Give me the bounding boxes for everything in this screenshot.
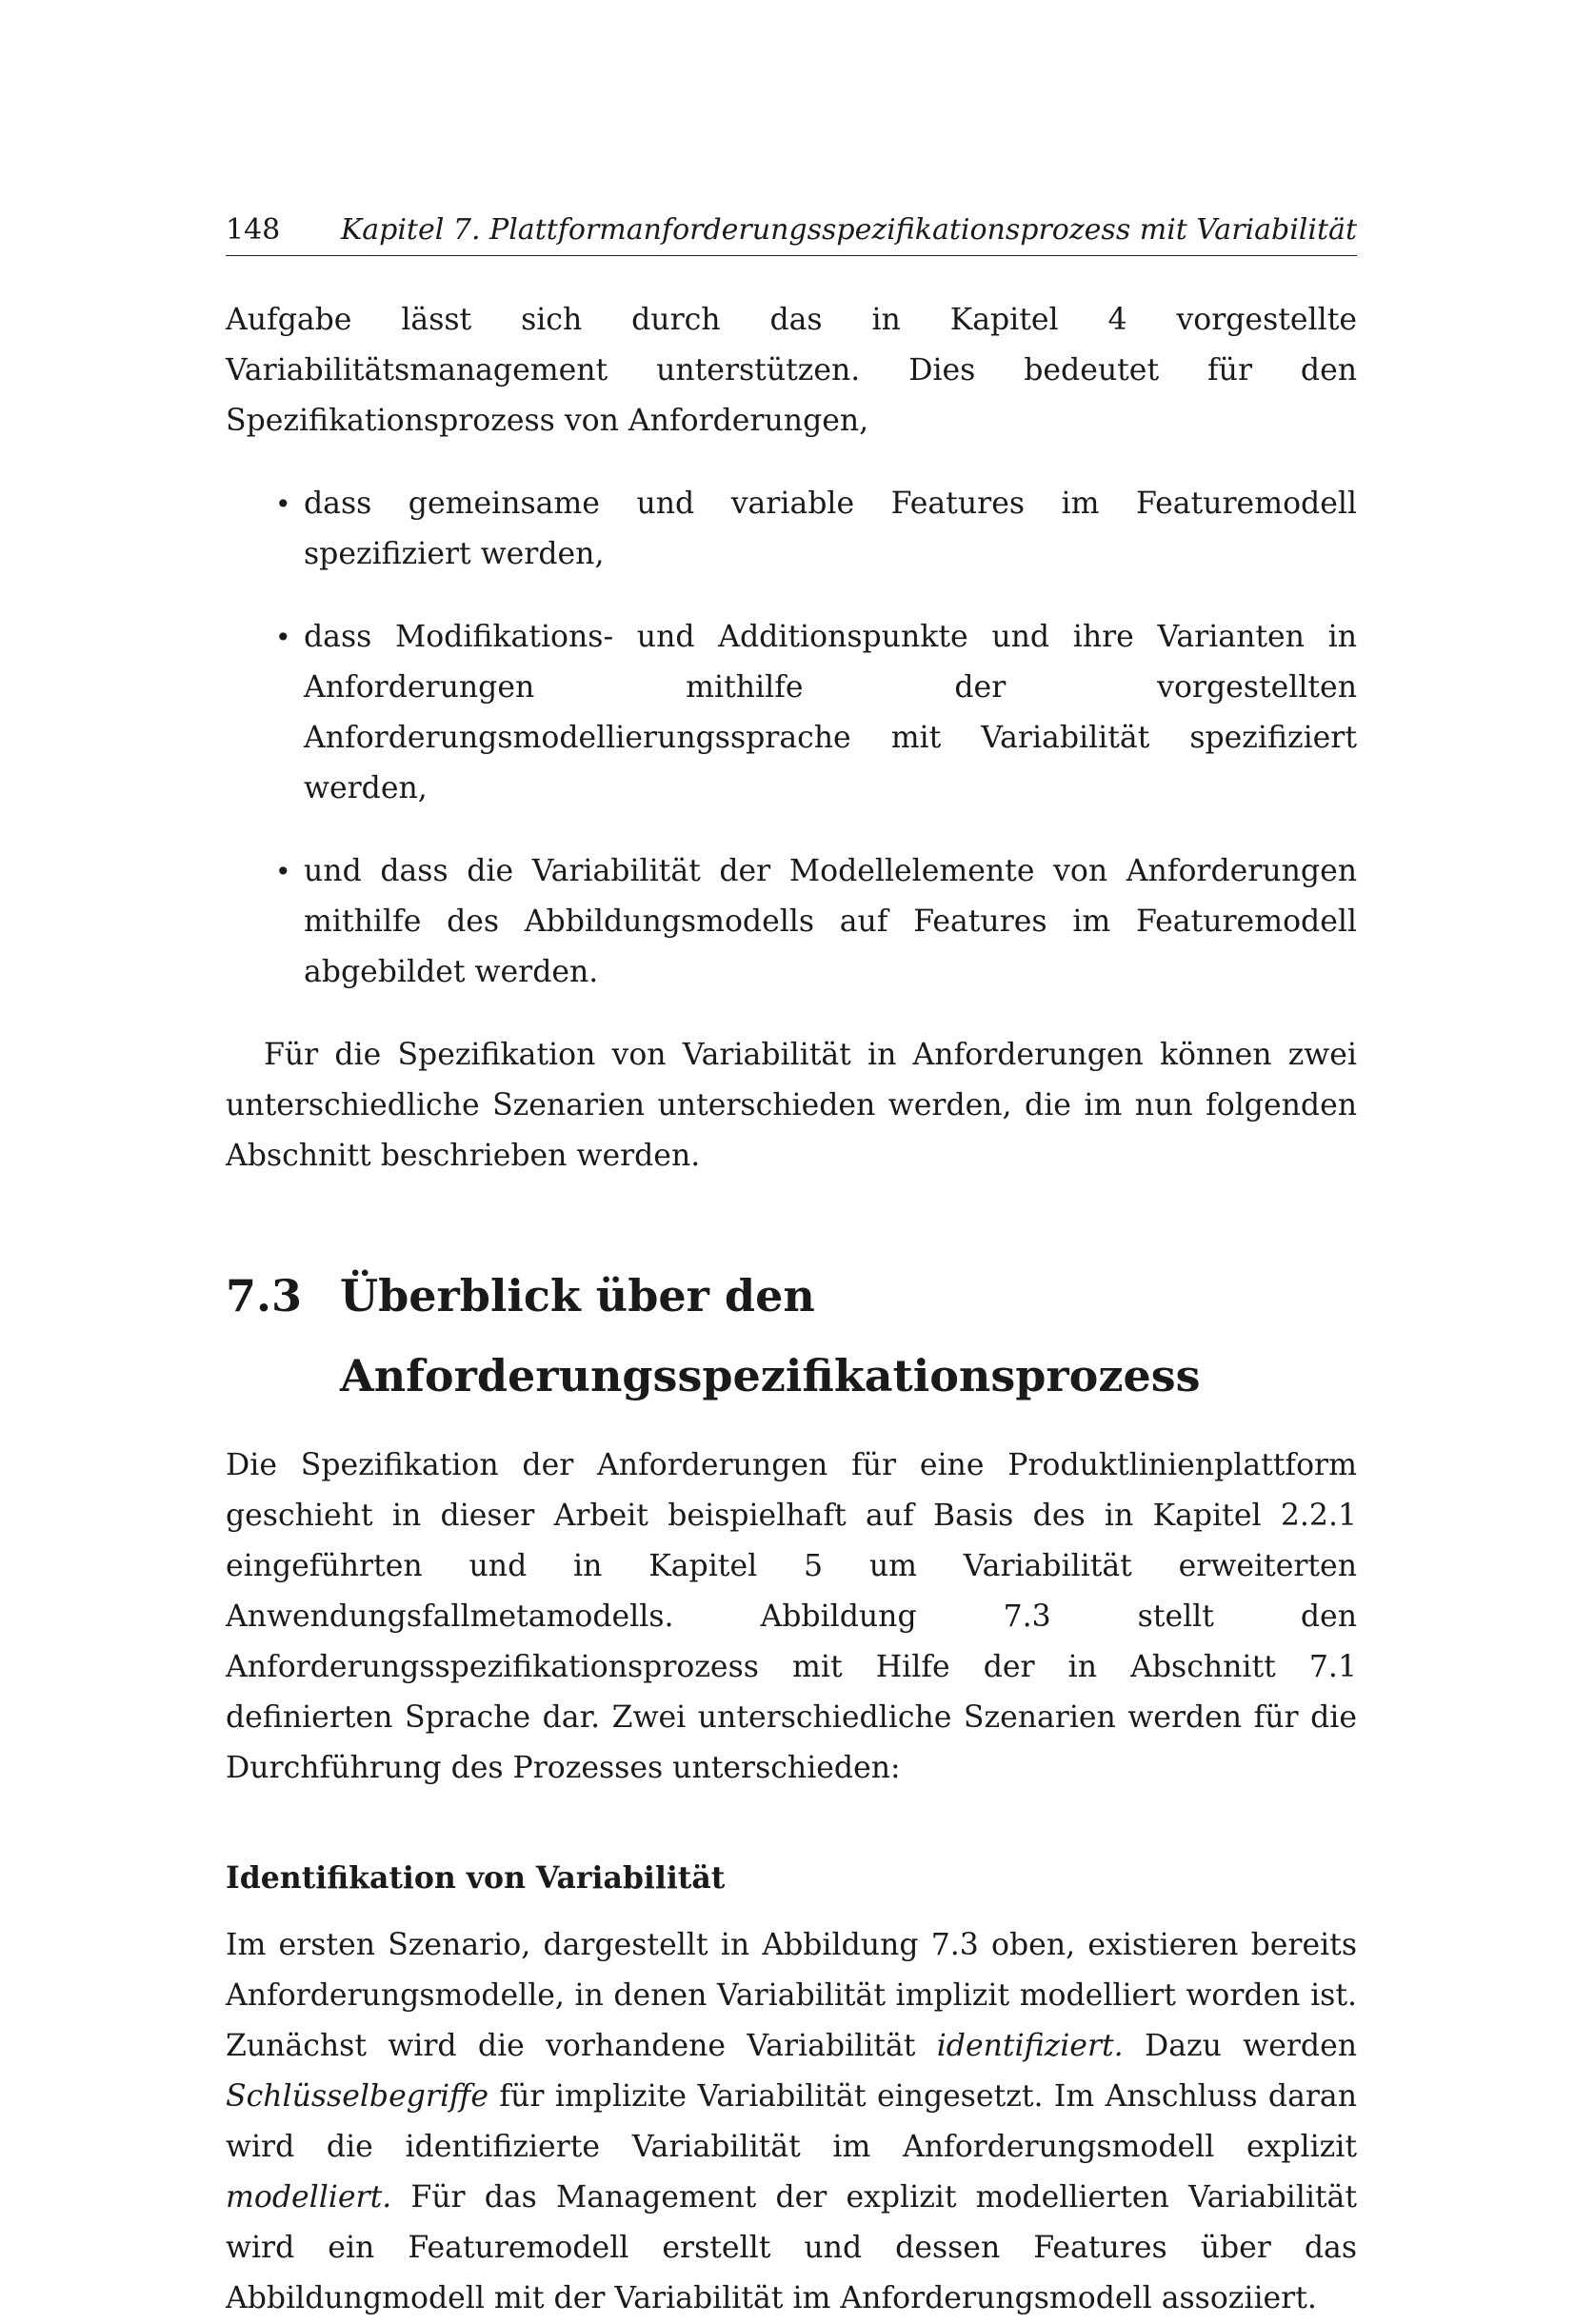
running-title: Kapitel 7. Plattformanforderungsspezifikationsprozess mit Variabilität (340, 213, 1357, 247)
emphasis-identifiziert: identifiziert. (936, 2029, 1124, 2063)
emphasis-schluesselbegriffe: Schlüsselbegriffe (226, 2079, 488, 2114)
text-segment: für implizite Variabilität eingesetzt. Im Anschluss daran wird die identifizierte Variabilität im Anforderungsmodell explizit (226, 2079, 1357, 2164)
bullet-icon: • (275, 622, 291, 653)
running-header (226, 209, 1357, 256)
intro-paragraph: Aufgabe lässt sich durch das in Kapitel 4 vorgestellte Variabilitätsmanagement unterstützen. Dies bedeutet für den Spezifikationsprozess von Anforderungen, (226, 303, 1357, 438)
bullet-icon: • (275, 488, 291, 520)
body-text (226, 295, 1357, 2324)
text-segment: Im ersten Szenario, dargestellt in Abbildung 7.3 oben, existieren bereits Anforderungsmodelle, in denen Variabilität implizit modelliert worden ist. Zunächst wird die vorhandene Variabilität (226, 1928, 1357, 2063)
requirements-list (226, 479, 1357, 998)
bullet-icon: • (275, 856, 291, 887)
page-number: 148 (226, 213, 281, 247)
list-item-text: dass Modifikations- und Additionspunkte und ihre Varianten in Anforderungen mithilfe der vorgestellten Anforderungsmodellierungssprache mit Variabilität spezifiziert werden, (304, 620, 1357, 805)
list-item (226, 479, 1357, 580)
section-number: 7.3 (226, 1270, 303, 1321)
section-title: Überblick über den Anforderungsspezifikationsprozess (340, 1270, 1201, 1401)
subsection-heading: Identifikation von Variabilität (226, 1860, 726, 1896)
text-segment: Dazu werden (1123, 2029, 1358, 2063)
section-paragraph: Die Spezifikation der Anforderungen für eine Produktlinienplattform geschieht in dieser Arbeit beispielhaft auf Basis des in Kapitel 2.2.1 eingeführten und in Kapitel 5 um Variabilität erweiterten Anwendungsfallmetamodells. Abbildung 7.3 stellt den Anforderungsspezifikationsprozess mit Hilfe der in Abschnitt 7.1 definierten Sprache dar. Zwei unterschiedliche Szenarien werden für die Durchführung des Prozesses unterschieden: (226, 1448, 1357, 1785)
list-item-text: und dass die Variabilität der Modellelemente von Anforderungen mithilfe des Abbildungsmodells auf Features im Featuremodell abgebildet werden. (304, 854, 1357, 989)
list-item-text: dass gemeinsame und variable Features im Featuremodell spezifiziert werden, (304, 487, 1357, 571)
scenario-paragraph: Für die Spezifikation von Variabilität in Anforderungen können zwei unterschiedliche Szenarien unterschieden werden, die im nun folgenden Abschnitt beschrieben werden. (226, 1038, 1357, 1173)
text-segment: Für das Management der explizit modellierten Variabilität wird ein Featuremodell erstellt und dessen Features über das Abbildungmodell mit der Variabilität im Anforderungsmodell assoziiert. (226, 2180, 1357, 2315)
list-item (226, 612, 1357, 814)
section-heading (226, 1256, 1357, 1416)
subsection-paragraph (226, 1920, 1357, 2324)
emphasis-modelliert: modelliert. (226, 2180, 392, 2215)
list-item (226, 846, 1357, 998)
